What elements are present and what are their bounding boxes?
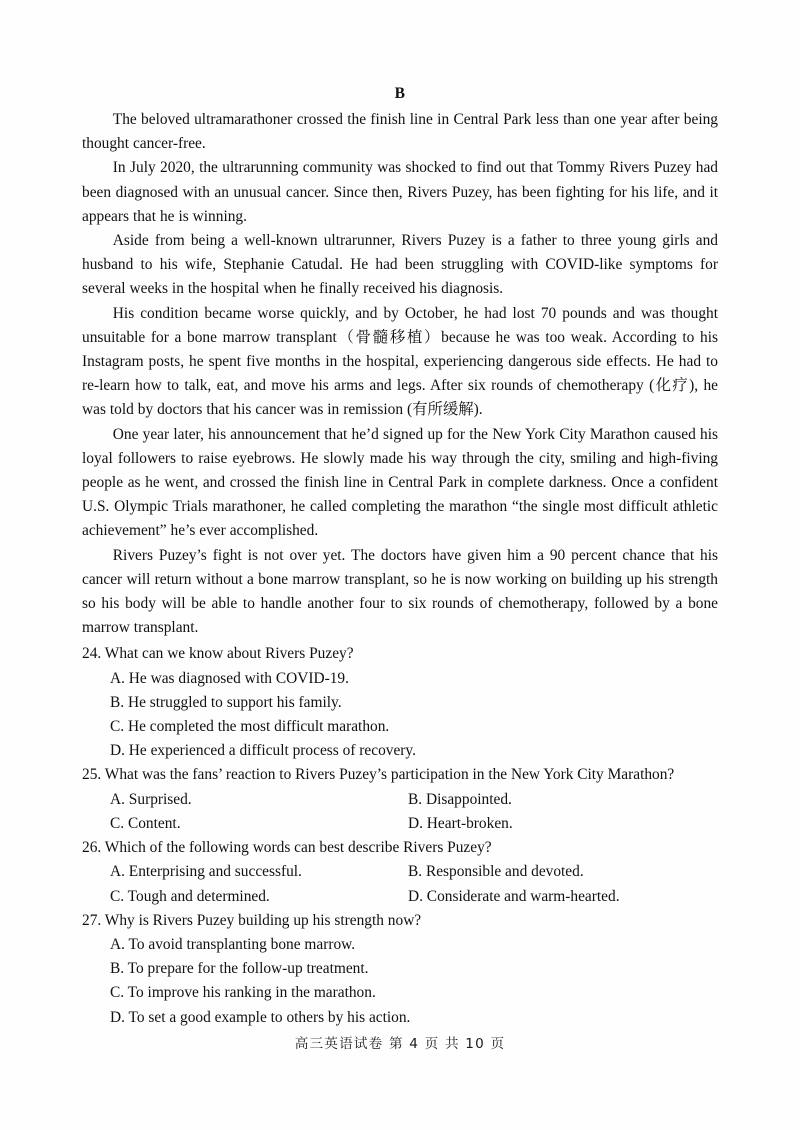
question-25-option-b[interactable]: B. Disappointed. bbox=[408, 790, 512, 808]
question-27 bbox=[82, 909, 718, 1030]
passage-paragraph-5: One year later, his announcement that he’d signed up for the New York City Marathon caused his loyal followers to raise eyebrows. He slowly made his way through the city, smiling and high-fiving people as he went, and crossed the finish line in Central Park in complete darkness. Once a confident U.S. Olympic Trials marathoner, he called completing the marathon “the single most difficult athletic achievement” he’s ever accomplished. bbox=[82, 425, 718, 540]
question-24-stem: 24. What can we know about Rivers Puzey? bbox=[82, 645, 354, 663]
passage-paragraph-6: Rivers Puzey’s fight is not over yet. The doctors have given him a 90 percent chance that his cancer will return without a bone marrow transplant, so he is now working on building up his strength so his body will be able to handle another four to six rounds of chemotherapy, followed by a bone marrow transplant. bbox=[82, 546, 718, 637]
page-footer: 高三英语试卷 第 4 页 共 10 页 bbox=[294, 1036, 506, 1052]
passage-paragraph-2: In July 2020, the ultrarunning community was shocked to find out that Tommy Rivers Puzey had been diagnosed with an unusual cancer. Since then, Rivers Puzey, has been fighting for his life, and it appears that he is winning. bbox=[82, 159, 718, 225]
question-26-option-a[interactable]: A. Enterprising and successful. bbox=[110, 863, 302, 881]
question-24-option-a[interactable]: A. He was diagnosed with COVID-19. bbox=[110, 669, 349, 687]
question-24-option-b[interactable]: B. He struggled to support his family. bbox=[110, 693, 342, 711]
question-27-option-d[interactable]: D. To set a good example to others by his action. bbox=[110, 1008, 411, 1026]
question-27-option-a[interactable]: A. To avoid transplanting bone marrow. bbox=[110, 935, 356, 953]
question-26-option-row-1 bbox=[82, 860, 718, 884]
question-26-option-d[interactable]: D. Considerate and warm-hearted. bbox=[408, 887, 620, 905]
section-heading-b: B bbox=[394, 85, 406, 102]
question-26-option-row-2 bbox=[82, 885, 718, 909]
question-25 bbox=[82, 763, 718, 836]
page-content bbox=[82, 84, 718, 1030]
question-25-option-row-2 bbox=[82, 812, 718, 836]
question-25-option-d[interactable]: D. Heart-broken. bbox=[408, 814, 513, 832]
question-26 bbox=[82, 836, 718, 909]
passage-paragraph-4: His condition became worse quickly, and by October, he had lost 70 pounds and was thought unsuitable for a bone marrow transplant（骨髓移植）because he was too weak. According to his Instagram posts, he spent five months in the hospital, experiencing dangerous side effects. He had to re-learn how to talk, eat, and move his arms and legs. After six rounds of chemotherapy (化疗), he was told by doctors that his cancer was in remission (有所缓解). bbox=[82, 304, 718, 419]
question-list bbox=[82, 642, 718, 1029]
question-27-option-b[interactable]: B. To prepare for the follow-up treatment. bbox=[110, 960, 369, 978]
question-24 bbox=[82, 642, 718, 763]
question-25-stem: 25. What was the fans’ reaction to Rivers Puzey’s participation in the New York City Marathon? bbox=[82, 766, 675, 784]
question-25-option-c[interactable]: C. Content. bbox=[110, 814, 181, 832]
question-27-stem: 27. Why is Rivers Puzey building up his strength now? bbox=[82, 911, 422, 929]
question-25-option-row-1 bbox=[82, 788, 718, 812]
reading-passage bbox=[82, 108, 718, 640]
question-27-option-c[interactable]: C. To improve his ranking in the marathon. bbox=[110, 984, 376, 1002]
question-26-stem: 26. Which of the following words can best describe Rivers Puzey? bbox=[82, 839, 492, 857]
passage-paragraph-1: The beloved ultramarathoner crossed the finish line in Central Park less than one year after being thought cancer-free. bbox=[82, 111, 718, 153]
question-26-option-b[interactable]: B. Responsible and devoted. bbox=[408, 863, 584, 881]
question-24-option-c[interactable]: C. He completed the most difficult marathon. bbox=[110, 718, 390, 736]
question-24-option-d[interactable]: D. He experienced a difficult process of recovery. bbox=[110, 742, 416, 760]
question-25-option-a[interactable]: A. Surprised. bbox=[110, 790, 192, 808]
passage-paragraph-3: Aside from being a well-known ultrarunner, Rivers Puzey is a father to three young girls and husband to his wife, Stephanie Catudal. He had been struggling with COVID-like symptoms for several weeks in the hospital when he finally received his diagnosis. bbox=[82, 232, 718, 298]
question-26-option-c[interactable]: C. Tough and determined. bbox=[110, 887, 270, 905]
